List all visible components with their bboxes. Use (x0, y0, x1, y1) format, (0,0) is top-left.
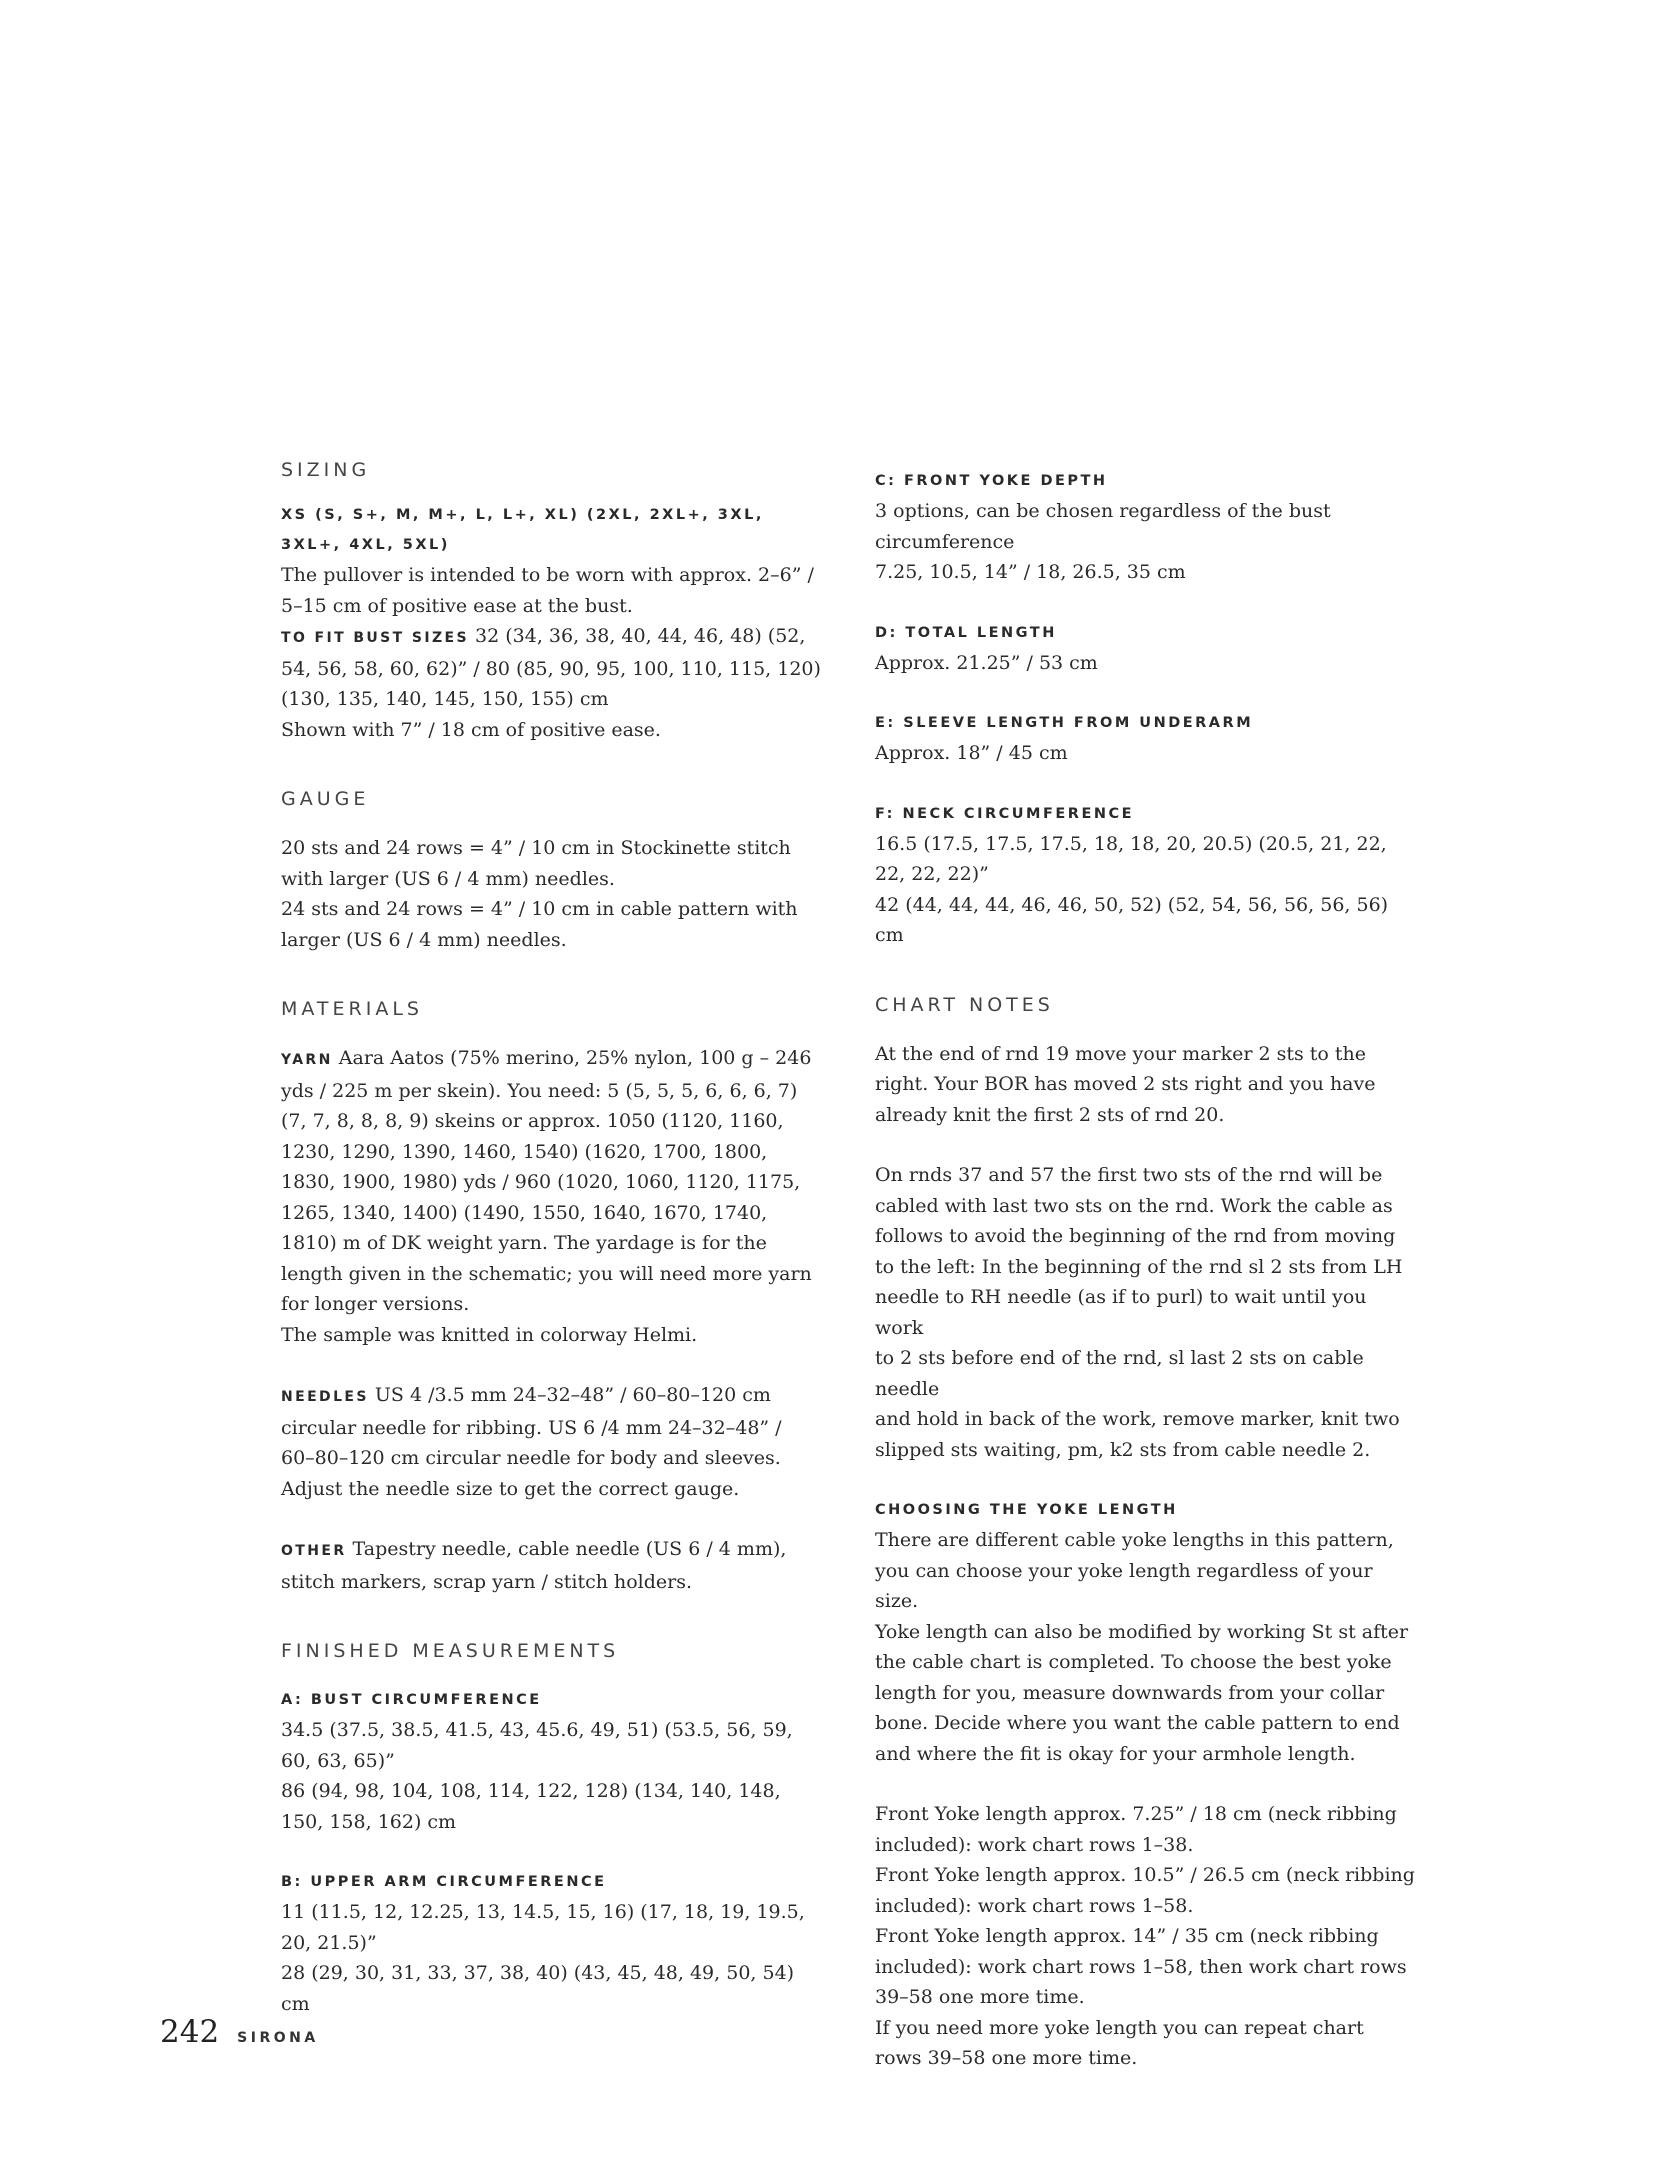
chart-notes-heading: CHART NOTES (875, 993, 1054, 1016)
bust-circumference-heading: A: BUST CIRCUMFERENCE (281, 1692, 542, 1708)
yarn-label: YARN (281, 1052, 333, 1068)
total-length-text: Approx. 21.25” / 53 cm (875, 651, 1098, 674)
fit-bust-sizes (281, 621, 821, 715)
total-length-heading: D: TOTAL LENGTH (875, 624, 1057, 641)
needles-label: NEEDLES (281, 1389, 369, 1405)
right-column (875, 466, 1415, 2074)
upper-arm-heading: B: UPPER ARM CIRCUMFERENCE (281, 1874, 607, 1890)
page-footer (160, 2014, 319, 2050)
gauge-text: 20 sts and 24 rows = 4” / 10 cm in Stockinette stitch with larger (US 6 / 4 mm) needles. 24 sts and 24 rows = 4” / 10 cm in cable pattern with larger (US 6 / 4 mm) needles. (281, 837, 798, 951)
sizing-heading: SIZING (281, 459, 371, 481)
sleeve-length-heading: E: SLEEVE LENGTH FROM UNDERARM (875, 715, 1254, 731)
other-paragraph (281, 1534, 821, 1597)
page-number: 242 (160, 2014, 220, 2050)
neck-circumference-text: 16.5 (17.5, 17.5, 17.5, 18, 18, 20, 20.5) (20.5, 21, 22, 22, 22, 22)” 42 (44, 44, 44, 46, 46, 50, 52) (52, 54, 56, 56, 56, 56) cm (875, 832, 1389, 946)
fit-bust-sizes-label: TO FIT BUST SIZES (281, 630, 469, 646)
book-title: SIRONA (237, 2030, 319, 2046)
bust-circumference-text: 34.5 (37.5, 38.5, 41.5, 43, 45.6, 49, 51) (53.5, 56, 59, 60, 63, 65)” 86 (94, 98, 104, 108, 114, 122, 128) (134, 140, 148, 150, 158, 162) cm (281, 1719, 793, 1833)
finished-measurements-heading: FINISHED MEASUREMENTS (281, 1640, 620, 1662)
front-yoke-depth-heading: C: FRONT YOKE DEPTH (875, 473, 1108, 489)
other-label: OTHER (281, 1543, 347, 1559)
fit-bust-sizes-values: 32 (34, 36, 38, 40, 44, 46, 48) (52, 54, 56, 58, 60, 62)” / 80 (85, 90, 95, 100, 110, 115, 120) (130, 135, 140, 145, 150, 155) cm (281, 625, 821, 710)
sleeve-length-text: Approx. 18” / 45 cm (875, 742, 1068, 764)
yoke-length-options: Front Yoke length approx. 7.25” / 18 cm (neck ribbing included): work chart rows 1–38. Front Yoke length approx. 10.5” / 26.5 cm (neck ribbing included): work chart rows 1–58. Front Yoke length approx. 14” / 35 cm (neck ribbing included): work chart rows 1–58, then work chart rows 39–58 one more time. If you need more yoke length you can repeat chart rows 39–58 one more time. (875, 1803, 1415, 2069)
sample-text: The sample was knitted in colorway Helmi. (281, 1323, 698, 1346)
yoke-length-text: There are different cable yoke lengths in this pattern, you can choose your yoke length regardless of your size. Yoke length can also be modified by working St st after the cable chart is completed. To choose the best yoke length for you, measure downwards from your collar bone. Decide where you want the cable pattern to end and where the fit is okay for your armhole length. (875, 1529, 1409, 1765)
chart-notes-paragraph-2: On rnds 37 and 57 the first two sts of the rnd will be cabled with last two sts on the rnd. Work the cable as follows to avoid the beginning of the rnd from moving to the left: In the beginning of the rnd sl 2 sts from LH needle to RH needle (as if to purl) to wait until you work to 2 sts before end of the rnd, sl last 2 sts on cable needle and hold in back of the work, remove marker, knit two slipped sts waiting, pm, k2 sts from cable needle 2. (875, 1164, 1403, 1461)
shown-ease-text: Shown with 7” / 18 cm of positive ease. (281, 718, 661, 741)
other-text: Tapestry needle, cable needle (US 6 / 4 mm), stitch markers, scrap yarn / stitch holders. (281, 1538, 787, 1593)
left-column (281, 456, 821, 2019)
needles-paragraph (281, 1380, 821, 1504)
gauge-heading: GAUGE (281, 788, 370, 810)
yarn-text: Aara Aatos (75% merino, 25% nylon, 100 g – 246 yds / 225 m per skein). You need: 5 (5, 5, 5, 6, 6, 6, 7) (7, 7, 8, 8, 8, 9) skeins or approx. 1050 (1120, 1160, 1230, 1290, 1390, 1460, 1540) (1620, 1700, 1800, 1830, 1900, 1980) yds / 960 (1020, 1060, 1120, 1175, 1265, 1340, 1400) (1490, 1550, 1640, 1670, 1740, 1810) m of DK weight yarn. The yardage is for the length given in the schematic; you will need more yarn for longer versions. (281, 1047, 812, 1315)
front-yoke-depth-text: 3 options, can be chosen regardless of the bust circumference 7.25, 10.5, 14” / 18, 26.5, 35 cm (875, 500, 1331, 583)
sizes-list: XS (S, S+, M, M+, L, L+, XL) (2XL, 2XL+, 3XL, 3XL+, 4XL, 5XL) (281, 507, 764, 553)
yoke-length-heading: CHOOSING THE YOKE LENGTH (875, 1502, 1178, 1518)
yarn-paragraph (281, 1043, 821, 1320)
ease-text: The pullover is intended to be worn with approx. 2–6” / 5–15 cm of positive ease at the bust. (281, 564, 814, 617)
materials-heading: MATERIALS (281, 998, 423, 1020)
needles-text: US 4 /3.5 mm 24–32–48” / 60–80–120 cm circular needle for ribbing. US 6 /4 mm 24–32–48” / 60–80–120 cm circular needle for body and sleeves. Adjust the needle size to get the correct gauge. (281, 1384, 782, 1500)
upper-arm-text: 11 (11.5, 12, 12.25, 13, 14.5, 15, 16) (17, 18, 19, 19.5, 20, 21.5)” 28 (29, 30, 31, 33, 37, 38, 40) (43, 45, 48, 49, 50, 54) cm (281, 1901, 805, 2015)
chart-notes-paragraph-1: At the end of rnd 19 move your marker 2 sts to the right. Your BOR has moved 2 sts right and you have already knit the first 2 sts of rnd 20. (875, 1042, 1376, 1126)
neck-circumference-heading: F: NECK CIRCUMFERENCE (875, 805, 1135, 822)
